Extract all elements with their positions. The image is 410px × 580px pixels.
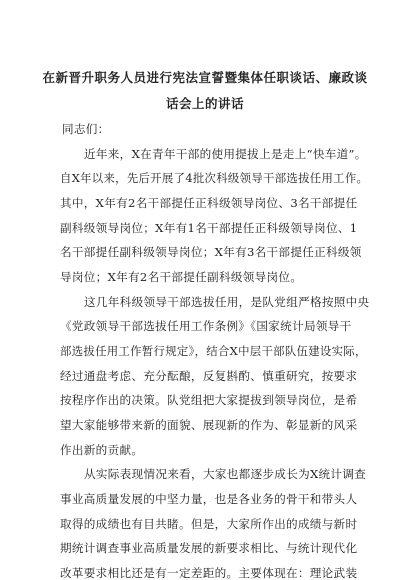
body-line: 其中，X年有2名干部提任正科级领导岗位、3名干部提任: [60, 196, 358, 210]
body-line: 自X年以来，先后开展了4批次科级领导干部选拔任用工作。: [60, 171, 369, 185]
body-line: 从实际表现情况来看，大家也都逐步成长为X统计调查: [84, 467, 367, 481]
body-line: 望大家能够带来新的面貌、展现新的作为、彰显新的风采: [60, 418, 358, 432]
body-line: 作出新的贡献。: [60, 443, 144, 457]
body-line: 副科级领导岗位；X年有1名干部提任正科级领导岗位、1: [60, 221, 358, 235]
body-line: 《党政领导干部选拔任用工作条例》《国家统计局领导干: [60, 319, 352, 333]
body-line: 导岗位；X年有2名干部提任副科级领导岗位。: [60, 270, 303, 284]
document-title-line-2: 话会上的讲话: [165, 96, 244, 111]
body-line: 期统计调查事业高质量发展的新要求相比、与统计现代化: [60, 541, 358, 555]
body-line: 近年来，X在青年干部的使用提拔上是走上“快车道”。: [84, 147, 367, 161]
body-line: 按程序作出的决策。队党组把大家提拔到领导岗位，是希: [60, 393, 358, 407]
body-line: 取得的成绩也有目共睹。但是，大家所作出的成绩与新时: [60, 517, 358, 531]
body-line: 事业高质量发展的中坚力量，也是各业务的骨干和带头人: [60, 492, 358, 506]
body-line: 经过通盘考虑、充分酝酿，反复斟酌、慎重研究，按要求: [60, 369, 358, 383]
body-line: 名干部提任副科级领导岗位；X年有3名干部提任正科级领: [60, 245, 362, 259]
salutation: 同志们：: [62, 122, 110, 136]
body-line: 这几年科级领导干部选拔任用，是队党组严格按照中央: [84, 295, 370, 309]
document-title-line-1: 在新晋升职务人员进行宪法宣誓暨集体任职谈话、廉政谈: [42, 70, 368, 85]
body-line: 部选拔任用工作暂行规定》，结合X中层干部队伍建设实际，: [60, 344, 367, 358]
body-line: 改革要求相比还是有一定差距的。主要体现在：理论武装: [60, 566, 358, 580]
